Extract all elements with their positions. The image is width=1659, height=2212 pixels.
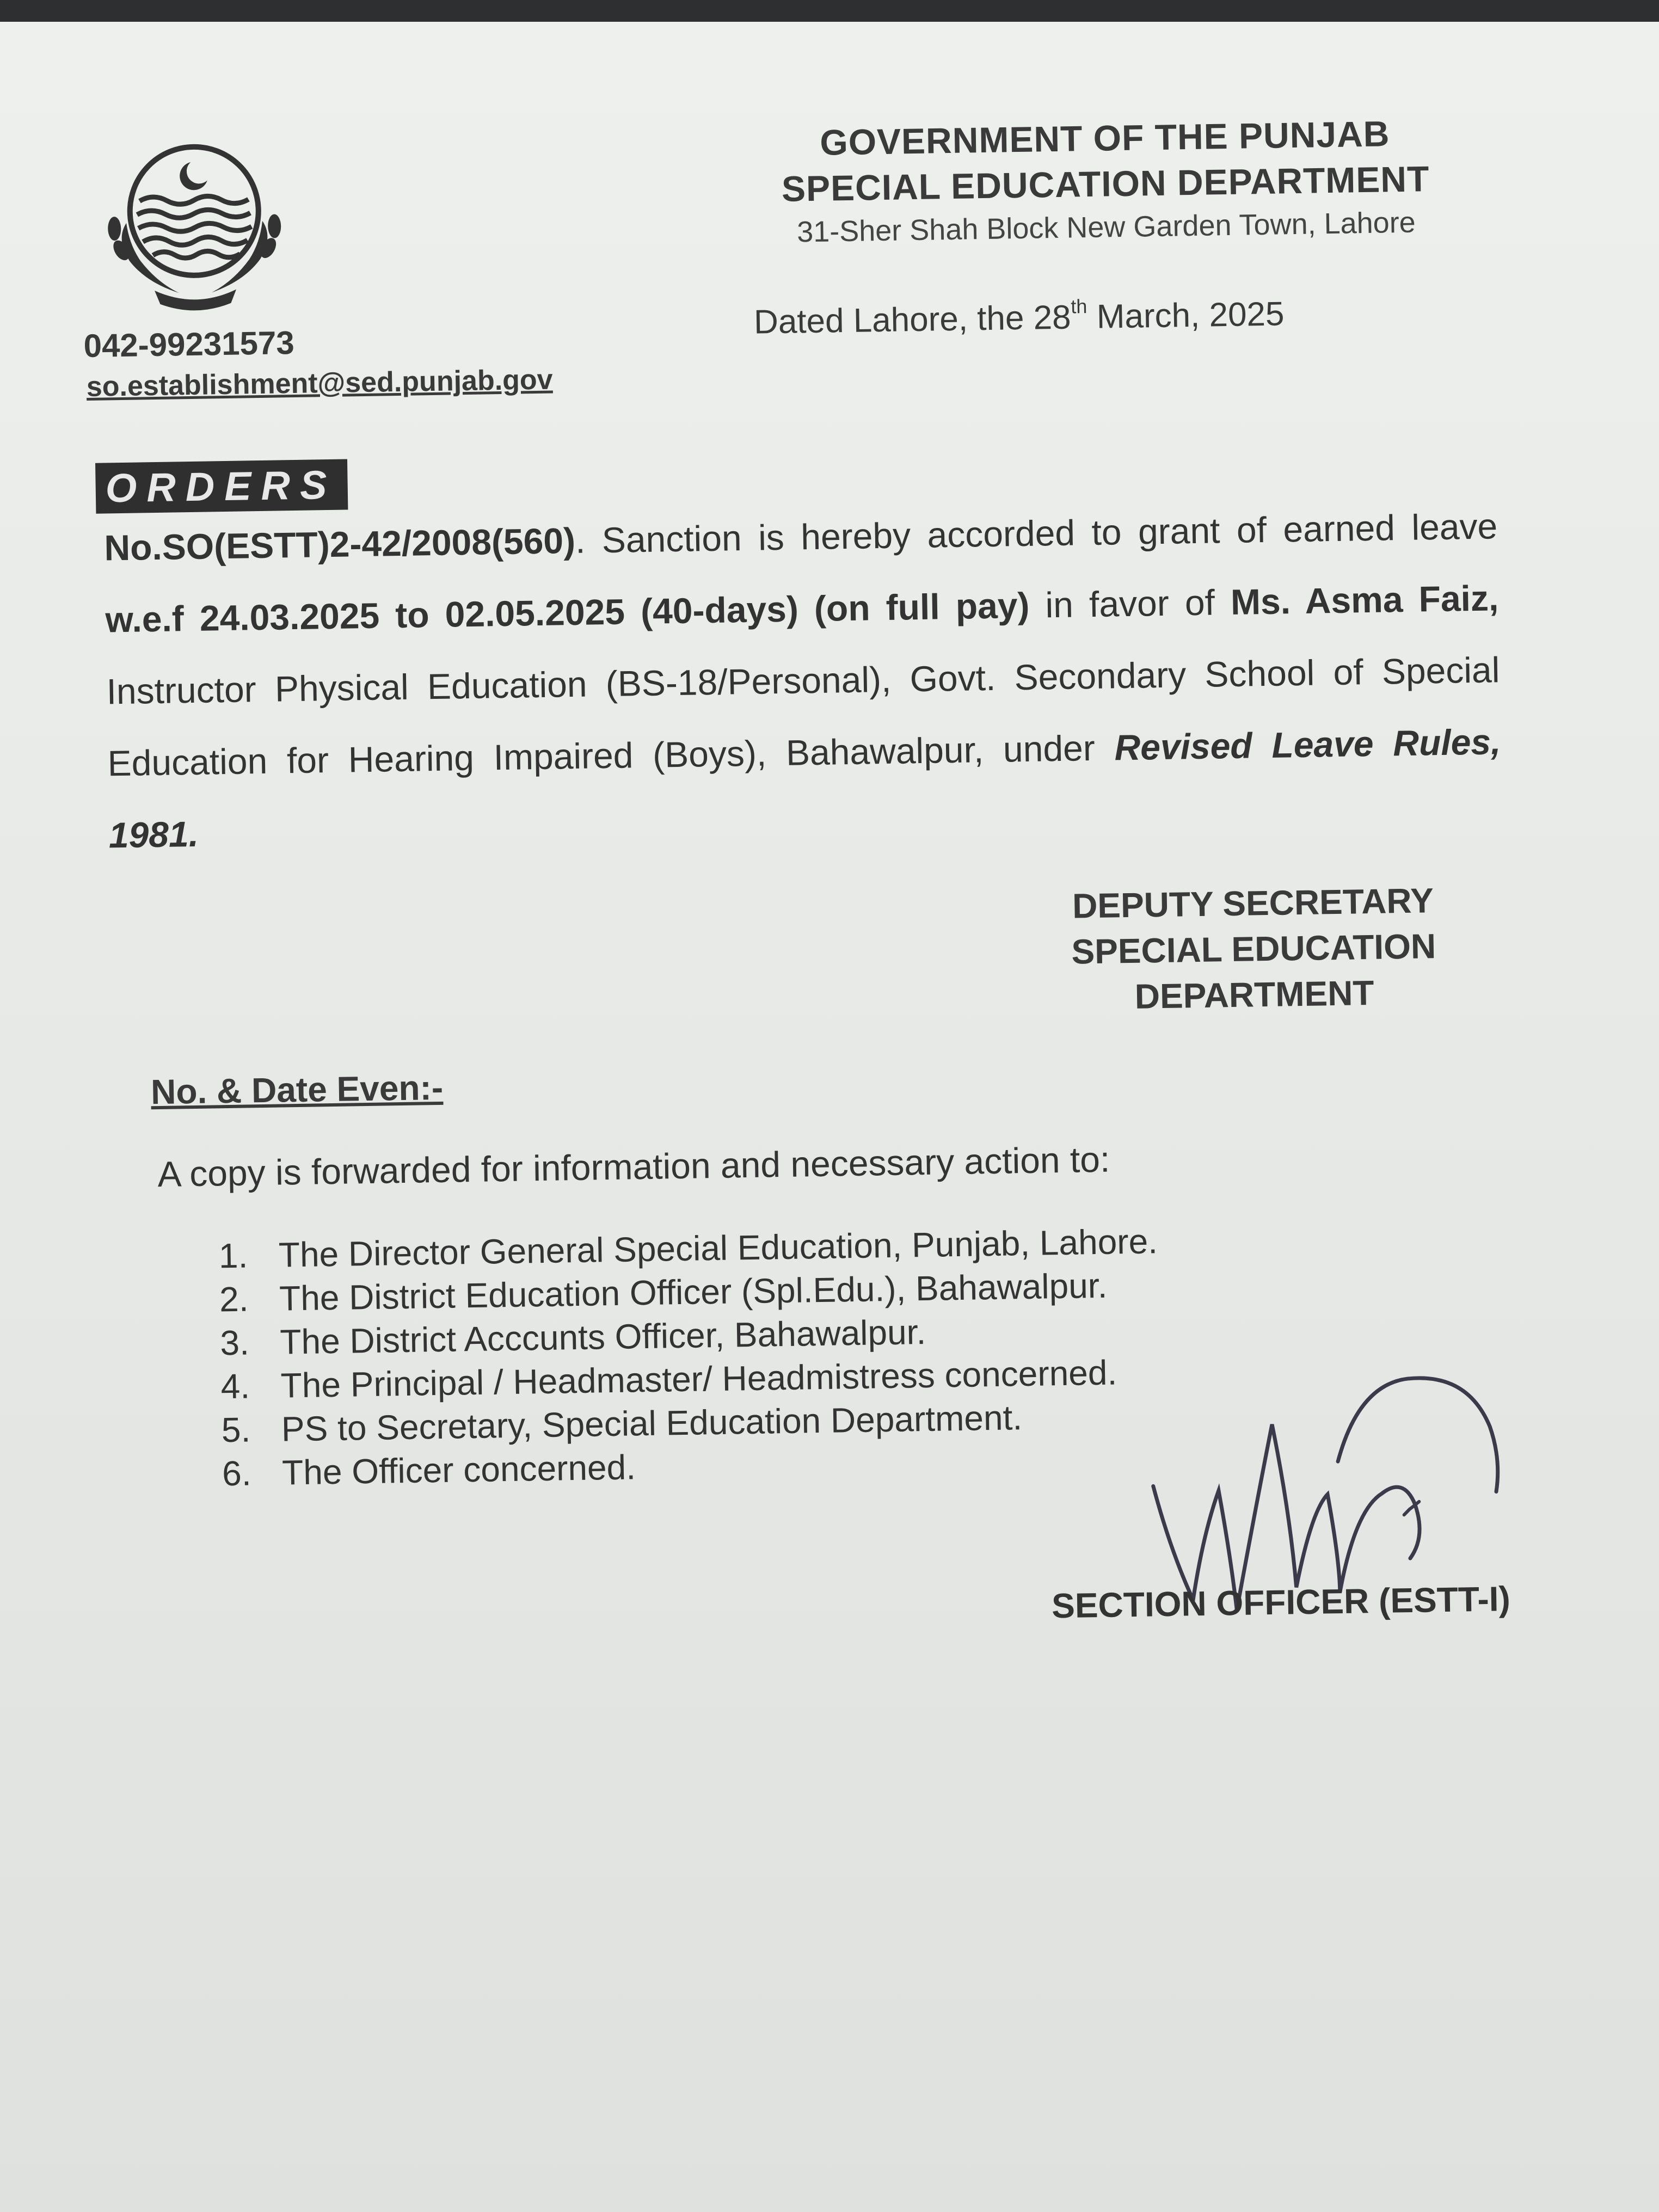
date-rest: March, 2025 — [1087, 295, 1285, 336]
no-date-even-heading: No. & Date Even:- — [150, 1067, 444, 1112]
deputy-secretary-line3: DEPARTMENT — [1134, 973, 1374, 1016]
section-officer-title: SECTION OFFICER (ESTT-I) — [1051, 1579, 1511, 1626]
government-title: GOVERNMENT OF THE PUNJAB — [819, 113, 1390, 163]
phone-number: 042-99231573 — [83, 324, 295, 365]
list-item-text: The Director General Special Education, Punjab, Lahore. — [278, 1221, 1158, 1275]
list-item-number: 1. — [218, 1236, 248, 1276]
list-item-text: The District Acccunts Officer, Bahawalpur. — [279, 1312, 926, 1362]
document-page — [0, 22, 1659, 2212]
list-item-number: 6. — [222, 1453, 252, 1494]
list-item-number: 4. — [220, 1366, 250, 1406]
list-item-number: 3. — [219, 1323, 250, 1363]
leave-rules: Revised Leave Rules, 1981. — [108, 721, 1501, 856]
letterhead — [718, 109, 1493, 254]
page-content — [0, 22, 1659, 2212]
orders-heading: ORDERS — [95, 459, 348, 513]
order-text-3: Instructor Physical Education (BS-18/Personal), Govt. Secondary School of Special Education for Hearing Impaired (Boys), Bahawalpur, under — [106, 649, 1500, 784]
list-item-text: PS to Secretary, Special Education Department. — [281, 1398, 1023, 1449]
list-item-text: The District Education Officer (Spl.Edu.), Bahawalpur. — [279, 1265, 1108, 1318]
list-item-number: 5. — [221, 1410, 251, 1450]
deputy-secretary-line2: SPECIAL EDUCATION — [1071, 926, 1436, 972]
date-ordinal-suffix: th — [1070, 295, 1087, 318]
list-item-number: 2. — [219, 1279, 249, 1319]
deputy-secretary-block — [1007, 876, 1500, 1021]
order-text-1: . Sanction is hereby accorded to grant of earned leave — [575, 506, 1498, 561]
order-text-2: in favor of — [1029, 581, 1231, 625]
list-item-text: The Principal / Headmaster/ Headmistress concerned. — [280, 1353, 1117, 1405]
punjab-government-emblem — [87, 139, 302, 322]
order-number: No.SO(ESTT)2-42/2008(560) — [103, 520, 576, 568]
email-address: so.establishment@sed.punjab.gov — [86, 364, 554, 403]
leave-period: w.e.f 24.03.2025 to 02.05.2025 (40-days) (on full pay) — [105, 585, 1030, 640]
date-prefix: Dated Lahore, the 28 — [753, 298, 1072, 341]
deputy-secretary-line1: DEPUTY SECRETARY — [1072, 881, 1434, 926]
list-item-text: The Officer concerned. — [281, 1447, 636, 1492]
date-line — [753, 292, 1285, 341]
copy-recipients-list — [218, 1219, 1161, 1495]
employee-name: Ms. Asma Faiz, — [1230, 577, 1499, 622]
department-title: SPECIAL EDUCATION DEPARTMENT — [781, 158, 1430, 209]
order-paragraph — [103, 490, 1502, 871]
forward-text: A copy is forwarded for information and necessary action to: — [157, 1139, 1110, 1195]
department-address: 31-Sher Shah Block New Garden Town, Lahore — [796, 206, 1416, 249]
